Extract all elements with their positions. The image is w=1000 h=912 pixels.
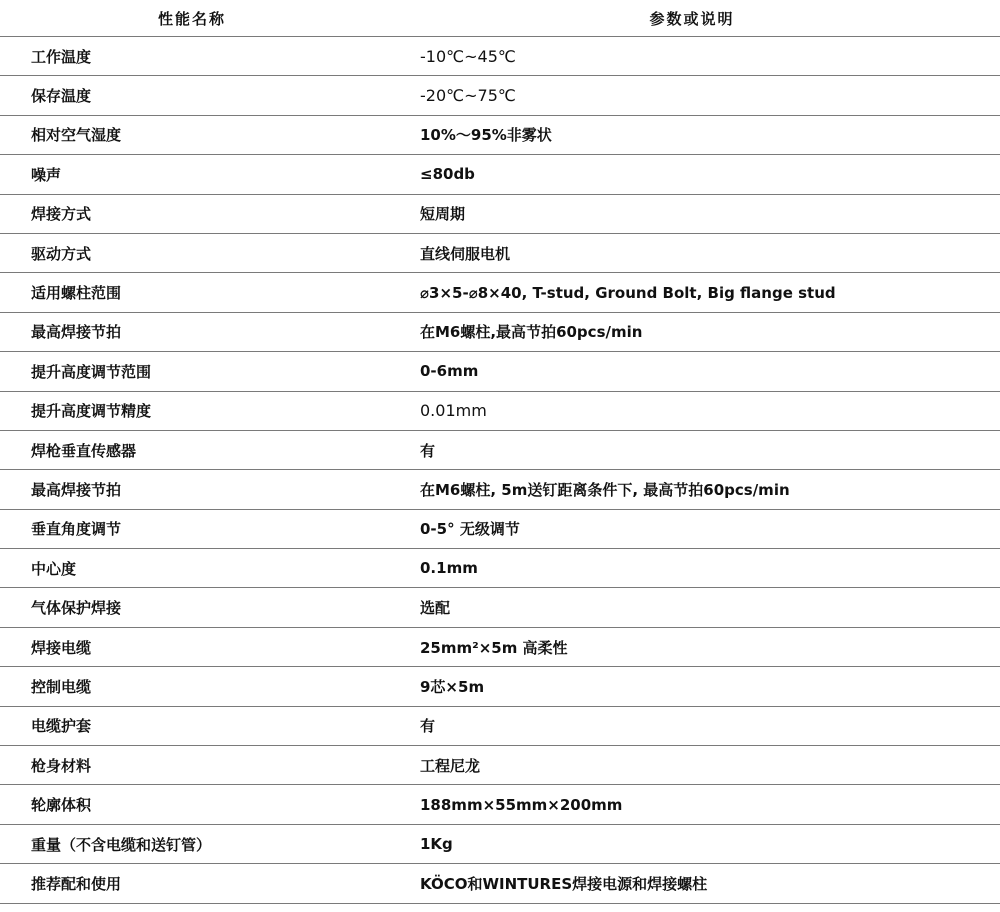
row-value: 有 <box>384 706 1000 745</box>
row-name: 焊枪垂直传感器 <box>0 430 384 469</box>
table-row <box>0 194 1000 233</box>
row-name: 垂直角度调节 <box>0 509 384 548</box>
row-name: 中心度 <box>0 549 384 588</box>
row-value: 188mm×55mm×200mm <box>384 785 1000 824</box>
row-value: 0.1mm <box>384 549 1000 588</box>
table-header-row <box>0 0 1000 37</box>
table-row <box>0 509 1000 548</box>
row-name: 适用螺柱范围 <box>0 273 384 312</box>
row-name: 驱动方式 <box>0 233 384 272</box>
table-row <box>0 37 1000 76</box>
table-row <box>0 627 1000 666</box>
row-value: 9芯×5m <box>384 667 1000 706</box>
row-value: ⌀3×5-⌀8×40, T-stud, Ground Bolt, Big flange stud <box>384 273 1000 312</box>
table-row <box>0 470 1000 509</box>
row-name: 焊接方式 <box>0 194 384 233</box>
row-value: ≤80db <box>384 155 1000 194</box>
header-value-column: 参数或说明 <box>384 0 1000 37</box>
row-name: 工作温度 <box>0 37 384 76</box>
row-name: 噪声 <box>0 155 384 194</box>
row-name: 提升高度调节范围 <box>0 352 384 391</box>
row-name: 保存温度 <box>0 76 384 115</box>
row-name: 轮廓体积 <box>0 785 384 824</box>
row-value: 工程尼龙 <box>384 746 1000 785</box>
row-name: 气体保护焊接 <box>0 588 384 627</box>
table-row <box>0 391 1000 430</box>
row-value: 0-6mm <box>384 352 1000 391</box>
row-name: 枪身材料 <box>0 746 384 785</box>
table-row <box>0 352 1000 391</box>
row-value: 在M6螺柱,最高节拍60pcs/min <box>384 312 1000 351</box>
table-row <box>0 155 1000 194</box>
table-row <box>0 785 1000 824</box>
row-name: 提升高度调节精度 <box>0 391 384 430</box>
row-value: 1Kg <box>384 824 1000 863</box>
table-row <box>0 76 1000 115</box>
header-name-column: 性能名称 <box>0 0 384 37</box>
table-row <box>0 746 1000 785</box>
row-value: 有 <box>384 430 1000 469</box>
row-name: 电缆护套 <box>0 706 384 745</box>
table-row <box>0 273 1000 312</box>
row-name: 相对空气湿度 <box>0 115 384 154</box>
row-value: KÖCO和WINTURES焊接电源和焊接螺柱 <box>384 864 1000 903</box>
row-value: 0-5° 无级调节 <box>384 509 1000 548</box>
row-name: 重量（不含电缆和送钉管） <box>0 824 384 863</box>
table-row <box>0 824 1000 863</box>
row-value: 在M6螺柱, 5m送钉距离条件下, 最高节拍60pcs/min <box>384 470 1000 509</box>
row-value: -10℃~45℃ <box>384 37 1000 76</box>
row-name: 推荐配和使用 <box>0 864 384 903</box>
row-value: 选配 <box>384 588 1000 627</box>
table-row <box>0 549 1000 588</box>
table-row <box>0 706 1000 745</box>
table-row <box>0 312 1000 351</box>
table-row <box>0 864 1000 903</box>
row-value: 0.01mm <box>384 391 1000 430</box>
row-name: 控制电缆 <box>0 667 384 706</box>
table-row <box>0 588 1000 627</box>
table-row <box>0 430 1000 469</box>
row-name: 焊接电缆 <box>0 627 384 666</box>
row-value: -20℃~75℃ <box>384 76 1000 115</box>
row-name: 最高焊接节拍 <box>0 312 384 351</box>
table-row <box>0 233 1000 272</box>
row-value: 10%～95%非雾状 <box>384 115 1000 154</box>
row-value: 25mm²×5m 高柔性 <box>384 627 1000 666</box>
row-value: 短周期 <box>384 194 1000 233</box>
row-name: 最高焊接节拍 <box>0 470 384 509</box>
table-row <box>0 115 1000 154</box>
table-row <box>0 667 1000 706</box>
row-value: 直线伺服电机 <box>384 233 1000 272</box>
